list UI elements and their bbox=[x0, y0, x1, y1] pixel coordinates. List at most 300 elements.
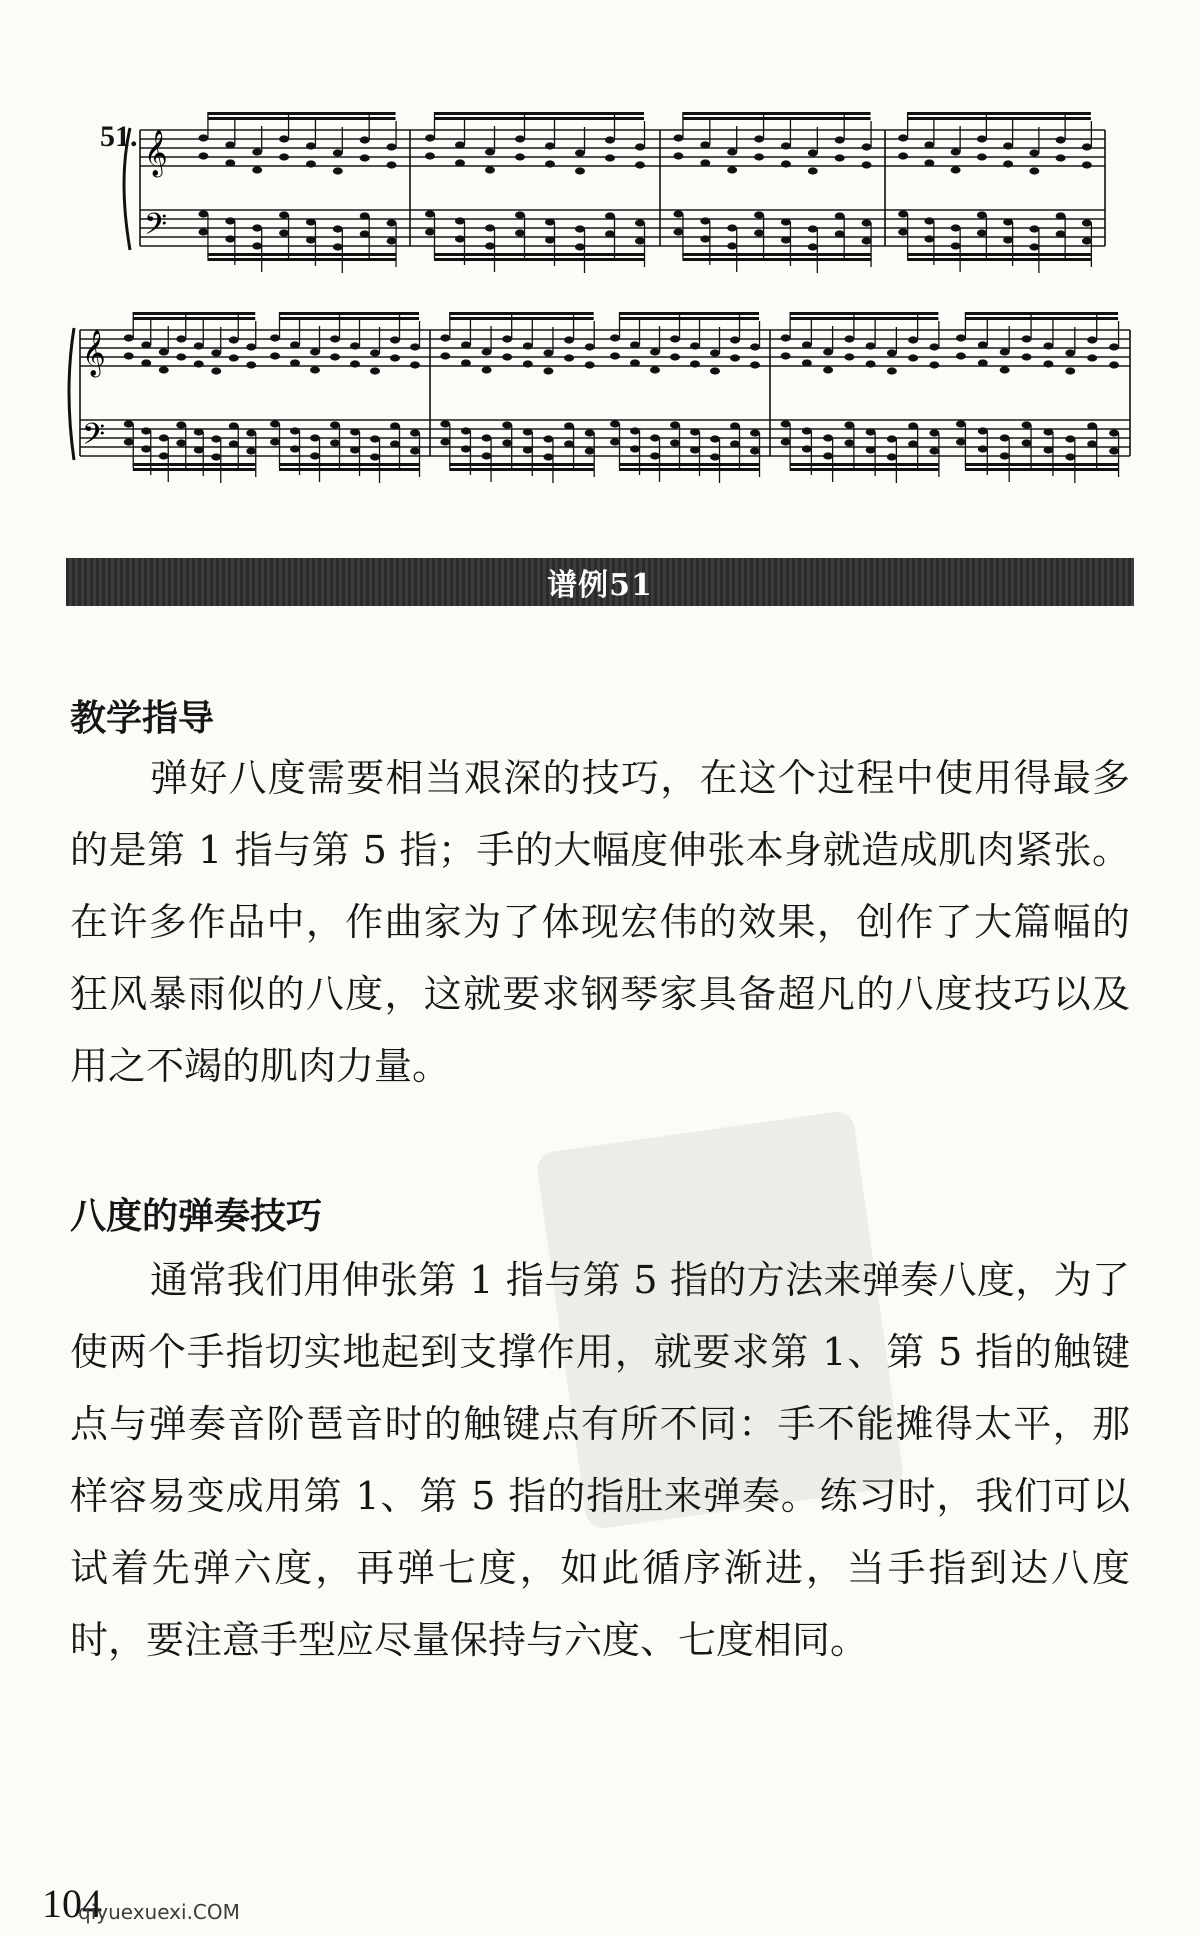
system2-treble-note-head bbox=[141, 359, 151, 366]
system2-bass-note-head bbox=[211, 435, 221, 442]
system2-treble-note-head bbox=[730, 336, 740, 343]
system2-bass-beam bbox=[790, 468, 939, 471]
system2-bass-note-head bbox=[440, 438, 450, 445]
system1-treble-note-head bbox=[781, 160, 791, 167]
system1-bass-beam bbox=[434, 253, 644, 256]
system2-treble-note-head bbox=[929, 361, 939, 368]
system1-bass-note-head bbox=[835, 212, 845, 219]
system2-treble-note-head bbox=[866, 342, 876, 349]
system2-bass-beam bbox=[619, 468, 759, 471]
system2-treble-beam bbox=[790, 312, 939, 315]
system1-bass-note-head bbox=[198, 228, 208, 235]
system1-bass-note-head bbox=[333, 225, 343, 232]
system2-treble-note-head bbox=[159, 366, 169, 373]
system2-treble-note-head bbox=[1043, 360, 1053, 367]
system2-bass-note-head bbox=[887, 435, 897, 442]
system1-bass-note-head bbox=[898, 228, 908, 235]
system2-bass-note-head bbox=[310, 434, 320, 441]
system2-treble-note-head bbox=[440, 334, 450, 341]
system2-bass-note-head bbox=[270, 420, 280, 427]
system1-treble-note-head bbox=[279, 135, 289, 142]
system2-treble-note-head bbox=[290, 359, 300, 366]
system1-treble-note-head bbox=[1056, 154, 1066, 161]
system2-treble-note-head bbox=[956, 352, 966, 359]
system2-bass-note-head bbox=[502, 439, 512, 446]
system2-bass-note-head bbox=[390, 422, 400, 429]
system2-treble-note-head bbox=[461, 359, 471, 366]
system2-bass-note-head bbox=[908, 440, 918, 447]
system2-treble-note-head bbox=[370, 349, 380, 356]
system2-bass-note-head bbox=[310, 452, 320, 459]
system2-treble-note-head bbox=[211, 367, 221, 374]
system2-treble-note-head bbox=[1022, 335, 1032, 342]
system2-treble-note-head bbox=[502, 353, 512, 360]
system2-bass-note-head bbox=[290, 445, 300, 452]
system1-treble-note-head bbox=[635, 143, 645, 150]
system2-treble-note-head bbox=[823, 348, 833, 355]
system2-treble-note-head bbox=[211, 349, 221, 356]
system1-bass-note-head bbox=[545, 236, 555, 243]
system2-treble-note-head bbox=[482, 366, 492, 373]
system1-bass-note-head bbox=[700, 235, 710, 242]
system2-treble-note-head bbox=[246, 361, 256, 368]
system2-bass-note-head bbox=[246, 429, 256, 436]
system1-treble-note-head bbox=[198, 152, 208, 159]
system2-treble-note-head bbox=[523, 342, 533, 349]
system1-treble-note-head bbox=[977, 135, 987, 142]
system2-treble-note-head bbox=[630, 341, 640, 348]
system2-treble-note-head bbox=[330, 335, 340, 342]
system1-bass-note-head bbox=[1003, 218, 1013, 225]
system1-treble-note-head bbox=[635, 161, 645, 168]
system1-treble-beam bbox=[682, 112, 870, 115]
system2-treble-note-head bbox=[194, 360, 204, 367]
system1-bass-note-head bbox=[977, 229, 987, 236]
system1-treble-note-head bbox=[198, 134, 208, 141]
system1-bass-note-head bbox=[781, 218, 791, 225]
system2-treble-note-head bbox=[543, 349, 553, 356]
system1-treble-note-head bbox=[306, 160, 316, 167]
system2-bass-note-head bbox=[564, 422, 574, 429]
system1-treble-note-head bbox=[387, 161, 397, 168]
system1-treble-note-head bbox=[485, 166, 495, 173]
system1-treble-note-head bbox=[835, 154, 845, 161]
system2-treble-beam bbox=[965, 312, 1118, 315]
system2-bass-note-head bbox=[176, 439, 186, 446]
system1-treble-note-head bbox=[898, 152, 908, 159]
system2-bass-note-head bbox=[750, 447, 760, 454]
system1-treble-note-head bbox=[835, 136, 845, 143]
system2-bass-note-head bbox=[823, 434, 833, 441]
system1-treble-note-head bbox=[360, 136, 370, 143]
system2-treble-note-head bbox=[610, 334, 620, 341]
system2-bass-note-head bbox=[802, 427, 812, 434]
system2-bass-note-head bbox=[1109, 447, 1119, 454]
system2-treble-note-head bbox=[887, 367, 897, 374]
system2-treble-note-head bbox=[1000, 366, 1010, 373]
system2-bass-note-head bbox=[585, 429, 595, 436]
system1-bass-note-head bbox=[360, 230, 370, 237]
system2-treble-note-head bbox=[330, 353, 340, 360]
system2-bass-note-head bbox=[564, 440, 574, 447]
system2-treble-note-head bbox=[781, 352, 791, 359]
system1-treble-beam bbox=[207, 112, 395, 115]
system2-treble-note-head bbox=[585, 343, 595, 350]
system2-treble-note-head bbox=[124, 352, 134, 359]
section-paragraph-technique: 通常我们用伸张第 1 指与第 5 指的方法来弹奏八度，为了使两个手指切实地起到支撑作用，就要求第 1、第 5 指的触键点与弹奏音阶琶音时的触键点有所不同：手不能摊得太平，那样容易变成用第 1、第 5 指的指肚来弹奏。练习时，我们可以试着先弹六度，再弹七度，如此循序渐进，当手指到达八度时，要注意手型应尽量保持与六度、七度相同。 bbox=[70, 1258, 1130, 1662]
system1-bass-note-head bbox=[225, 235, 235, 242]
system1-bass-note-head bbox=[754, 211, 764, 218]
system1-bass-note-head bbox=[924, 217, 934, 224]
system1-bass-beam bbox=[907, 253, 1091, 256]
system2-treble-beam bbox=[279, 317, 419, 320]
system1-treble-note-head bbox=[754, 135, 764, 142]
system2-bass-note-head bbox=[176, 421, 186, 428]
system2-bass-note-head bbox=[1000, 434, 1010, 441]
system2-treble-note-head bbox=[1087, 336, 1097, 343]
system1-treble-note-head bbox=[515, 153, 525, 160]
system2-bass-note-head bbox=[750, 429, 760, 436]
system2-treble-note-head bbox=[350, 342, 360, 349]
system2-bass-beam bbox=[790, 463, 939, 466]
system1-treble-note-head bbox=[1082, 161, 1092, 168]
system1-bass-note-head bbox=[425, 228, 435, 235]
system1-bass-note-head bbox=[306, 218, 316, 225]
system1-treble-note-head bbox=[279, 153, 289, 160]
system1-treble-note-head bbox=[225, 141, 235, 148]
system2-treble-note-head bbox=[370, 367, 380, 374]
system1-bass-beam bbox=[434, 258, 644, 261]
system2-treble-note-head bbox=[141, 341, 151, 348]
site-watermark: qiyuexuexi.COM bbox=[78, 1900, 240, 1924]
system2-treble-note-head bbox=[410, 361, 420, 368]
score-caption-bar bbox=[66, 558, 1134, 606]
system2-bass-note-head bbox=[482, 434, 492, 441]
system2-treble-note-head bbox=[1000, 348, 1010, 355]
system2-bass-note-head bbox=[246, 447, 256, 454]
system2-treble-note-head bbox=[390, 336, 400, 343]
system1-treble-note-head bbox=[545, 160, 555, 167]
system1-bass-note-head bbox=[333, 243, 343, 250]
system1-bass-note-head bbox=[360, 212, 370, 219]
system2-brace bbox=[69, 328, 74, 460]
system2-treble-note-head bbox=[350, 360, 360, 367]
system2-treble-note-head bbox=[564, 336, 574, 343]
system2-treble-note-head bbox=[650, 348, 660, 355]
system1-bass-note-head bbox=[306, 236, 316, 243]
system1-bass-note-head bbox=[515, 229, 525, 236]
system2-bass-note-head bbox=[956, 420, 966, 427]
system2-treble-note-head bbox=[502, 335, 512, 342]
system2-bass-note-head bbox=[290, 427, 300, 434]
system2-bass-note-head bbox=[502, 421, 512, 428]
system2-bass-note-head bbox=[1065, 435, 1075, 442]
system2-bass-note-head bbox=[823, 452, 833, 459]
system2-bass-note-head bbox=[124, 420, 134, 427]
system2-treble-beam bbox=[449, 317, 593, 320]
system1-bass-note-head bbox=[1082, 237, 1092, 244]
system2-treble-note-head bbox=[246, 343, 256, 350]
system2-treble-note-head bbox=[176, 353, 186, 360]
system1-treble-note-head bbox=[575, 167, 585, 174]
system2-treble-beam bbox=[619, 317, 759, 320]
section-heading-technique: 八度的弹奏技巧 bbox=[70, 1196, 323, 1237]
system1-treble-note-head bbox=[1056, 136, 1066, 143]
system2-treble-note-head bbox=[908, 336, 918, 343]
system1-bass-note-head bbox=[754, 229, 764, 236]
system2-bass-note-head bbox=[1043, 428, 1053, 435]
system2-bass-beam bbox=[965, 463, 1118, 466]
system1-treble-note-head bbox=[808, 149, 818, 156]
system1-bass-note-head bbox=[455, 217, 465, 224]
system2-treble-note-head bbox=[670, 353, 680, 360]
system1-bass-note-head bbox=[951, 224, 961, 231]
system2-treble-beam bbox=[279, 312, 419, 315]
system1-bass-note-head bbox=[252, 242, 262, 249]
system2-treble-note-head bbox=[390, 354, 400, 361]
system2-bass-note-head bbox=[1087, 422, 1097, 429]
system1-treble-note-head bbox=[333, 149, 343, 156]
system1-bass-note-head bbox=[425, 210, 435, 217]
system2-treble-note-head bbox=[270, 334, 280, 341]
system2-bass-note-head bbox=[670, 439, 680, 446]
system2-treble-note-head bbox=[630, 359, 640, 366]
system1-treble-note-head bbox=[306, 142, 316, 149]
system2-treble-note-head bbox=[844, 335, 854, 342]
system2-bass-note-head bbox=[650, 434, 660, 441]
system2-bass-beam bbox=[449, 468, 593, 471]
system2-treble-note-head bbox=[290, 341, 300, 348]
system2-bass-note-head bbox=[978, 427, 988, 434]
system2-treble-note-head bbox=[710, 367, 720, 374]
system1-treble-note-head bbox=[700, 159, 710, 166]
system1-treble-note-head bbox=[225, 159, 235, 166]
system2-bass-note-head bbox=[461, 445, 471, 452]
system1-bass-note-head bbox=[977, 211, 987, 218]
system2-treble-note-head bbox=[802, 359, 812, 366]
system2-bass-note-head bbox=[844, 421, 854, 428]
system2-bass-clef: 𝄢 bbox=[82, 418, 106, 459]
system1-treble-beam bbox=[434, 112, 644, 115]
system2-treble-note-head bbox=[750, 361, 760, 368]
system1-treble-note-head bbox=[387, 143, 397, 150]
system1-bass-note-head bbox=[862, 219, 872, 226]
system2-bass-note-head bbox=[461, 427, 471, 434]
system1-treble-note-head bbox=[977, 153, 987, 160]
system2-treble-note-head bbox=[670, 335, 680, 342]
system1-bass-note-head bbox=[279, 211, 289, 218]
system2-treble-beam bbox=[965, 317, 1118, 320]
system1-bass-beam bbox=[682, 258, 870, 261]
system2-bass-note-head bbox=[194, 428, 204, 435]
system1-treble-beam bbox=[907, 112, 1091, 115]
system2-treble-note-head bbox=[802, 341, 812, 348]
system2-treble-note-head bbox=[585, 361, 595, 368]
system2-treble-note-head bbox=[1065, 349, 1075, 356]
system2-bass-note-head bbox=[866, 446, 876, 453]
system2-bass-note-head bbox=[523, 446, 533, 453]
system1-bass-note-head bbox=[1056, 230, 1066, 237]
system1-bass-note-head bbox=[455, 235, 465, 242]
system1-bass-note-head bbox=[279, 229, 289, 236]
system1-bass-note-head bbox=[605, 212, 615, 219]
system1-treble-note-head bbox=[252, 148, 262, 155]
system2-bass-note-head bbox=[630, 427, 640, 434]
system1-treble-note-head bbox=[673, 134, 683, 141]
system1-bass-note-head bbox=[898, 210, 908, 217]
system2-bass-beam bbox=[965, 468, 1118, 471]
system1-treble-note-head bbox=[1029, 149, 1039, 156]
system1-treble-note-head bbox=[727, 148, 737, 155]
system2-treble-note-head bbox=[1043, 342, 1053, 349]
system2-bass-note-head bbox=[440, 420, 450, 427]
system1-treble-note-head bbox=[1029, 167, 1039, 174]
system2-bass-note-head bbox=[330, 421, 340, 428]
system1-bass-clef: 𝄢 bbox=[144, 208, 168, 249]
system2-bass-note-head bbox=[270, 438, 280, 445]
system2-treble-note-head bbox=[1109, 361, 1119, 368]
system2-bass-note-head bbox=[229, 440, 239, 447]
system2-bass-note-head bbox=[585, 447, 595, 454]
system1-bass-note-head bbox=[605, 230, 615, 237]
system2-treble-beam bbox=[449, 312, 593, 315]
system2-bass-beam bbox=[279, 468, 419, 471]
system2-treble-clef: 𝄞 bbox=[82, 330, 106, 376]
system2-treble-note-head bbox=[270, 352, 280, 359]
system2-treble-note-head bbox=[523, 360, 533, 367]
system1-treble-note-head bbox=[1003, 160, 1013, 167]
system2-treble-note-head bbox=[844, 353, 854, 360]
system2-treble-note-head bbox=[823, 366, 833, 373]
system2-bass-note-head bbox=[887, 453, 897, 460]
example-number: 51. bbox=[100, 120, 138, 153]
system2-bass-note-head bbox=[141, 445, 151, 452]
system1-treble-note-head bbox=[455, 159, 465, 166]
system1-bass-beam bbox=[207, 253, 395, 256]
system1-treble-note-head bbox=[754, 153, 764, 160]
system1-bass-note-head bbox=[387, 237, 397, 244]
system2-bass-note-head bbox=[1022, 421, 1032, 428]
system2-treble-note-head bbox=[229, 336, 239, 343]
system1-treble-note-head bbox=[605, 154, 615, 161]
system2-treble-note-head bbox=[124, 334, 134, 341]
system2-bass-note-head bbox=[690, 428, 700, 435]
system2-bass-note-head bbox=[956, 438, 966, 445]
system2-bass-note-head bbox=[370, 435, 380, 442]
system1-treble-note-head bbox=[951, 166, 961, 173]
system2-treble-beam bbox=[619, 312, 759, 315]
system2-treble-note-head bbox=[229, 354, 239, 361]
system1-treble-note-head bbox=[575, 149, 585, 156]
system1-treble-note-head bbox=[862, 161, 872, 168]
system1-bass-note-head bbox=[700, 217, 710, 224]
system1-treble-note-head bbox=[898, 134, 908, 141]
system2-bass-note-head bbox=[1065, 453, 1075, 460]
system1-treble-note-head bbox=[605, 136, 615, 143]
system1-bass-note-head bbox=[575, 225, 585, 232]
system1-treble-clef: 𝄞 bbox=[144, 130, 168, 176]
system2-bass-note-head bbox=[543, 453, 553, 460]
system1-bass-note-head bbox=[727, 224, 737, 231]
system2-treble-note-head bbox=[956, 334, 966, 341]
system2-bass-note-head bbox=[781, 438, 791, 445]
system2-bass-note-head bbox=[350, 428, 360, 435]
system2-treble-note-head bbox=[310, 366, 320, 373]
system2-bass-note-head bbox=[350, 446, 360, 453]
system2-treble-note-head bbox=[1087, 354, 1097, 361]
system2-bass-note-head bbox=[390, 440, 400, 447]
system2-treble-note-head bbox=[176, 335, 186, 342]
system1-treble-beam bbox=[907, 117, 1091, 120]
system2-treble-note-head bbox=[564, 354, 574, 361]
system2-bass-note-head bbox=[866, 428, 876, 435]
system2-treble-note-head bbox=[610, 352, 620, 359]
system2-bass-note-head bbox=[730, 440, 740, 447]
system2-bass-beam bbox=[619, 463, 759, 466]
system1-treble-note-head bbox=[545, 142, 555, 149]
system2-bass-note-head bbox=[1087, 440, 1097, 447]
system1-treble-note-head bbox=[252, 166, 262, 173]
score-caption: 谱例51 bbox=[547, 568, 653, 603]
system2-treble-note-head bbox=[690, 360, 700, 367]
system2-bass-note-head bbox=[929, 429, 939, 436]
system2-treble-note-head bbox=[1022, 353, 1032, 360]
system2-treble-note-head bbox=[440, 352, 450, 359]
system2-bass-note-head bbox=[482, 452, 492, 459]
system2-bass-note-head bbox=[370, 453, 380, 460]
music-score bbox=[60, 100, 1140, 520]
system1-bass-note-head bbox=[727, 242, 737, 249]
system1-treble-note-head bbox=[1082, 143, 1092, 150]
system2-treble-note-head bbox=[866, 360, 876, 367]
system2-treble-beam bbox=[133, 312, 256, 315]
system2-bass-note-head bbox=[159, 434, 169, 441]
system2-bass-note-head bbox=[543, 435, 553, 442]
system1-bass-beam bbox=[907, 258, 1091, 261]
score-notation bbox=[60, 100, 1140, 520]
system2-bass-note-head bbox=[211, 453, 221, 460]
system1-bass-beam bbox=[207, 258, 395, 261]
system1-treble-note-head bbox=[727, 166, 737, 173]
system1-treble-note-head bbox=[425, 152, 435, 159]
system1-bass-note-head bbox=[225, 217, 235, 224]
system2-bass-note-head bbox=[650, 452, 660, 459]
system1-treble-note-head bbox=[673, 152, 683, 159]
system1-bass-note-head bbox=[635, 219, 645, 226]
system2-bass-beam bbox=[133, 468, 256, 471]
system1-bass-beam bbox=[682, 253, 870, 256]
system1-bass-note-head bbox=[835, 230, 845, 237]
system1-bass-note-head bbox=[1082, 219, 1092, 226]
system1-bass-note-head bbox=[575, 243, 585, 250]
system2-treble-note-head bbox=[710, 349, 720, 356]
system2-bass-note-head bbox=[229, 422, 239, 429]
system2-treble-note-head bbox=[730, 354, 740, 361]
system2-bass-note-head bbox=[781, 420, 791, 427]
system1-bass-note-head bbox=[198, 210, 208, 217]
system2-treble-note-head bbox=[159, 348, 169, 355]
system1-bass-note-head bbox=[545, 218, 555, 225]
system2-treble-note-head bbox=[781, 334, 791, 341]
system1-bass-note-head bbox=[924, 235, 934, 242]
system1-treble-note-head bbox=[425, 134, 435, 141]
system2-bass-note-head bbox=[844, 439, 854, 446]
system2-treble-note-head bbox=[1065, 367, 1075, 374]
system1-treble-note-head bbox=[360, 154, 370, 161]
system1-bass-note-head bbox=[252, 224, 262, 231]
system2-bass-beam bbox=[133, 463, 256, 466]
system2-bass-note-head bbox=[124, 438, 134, 445]
